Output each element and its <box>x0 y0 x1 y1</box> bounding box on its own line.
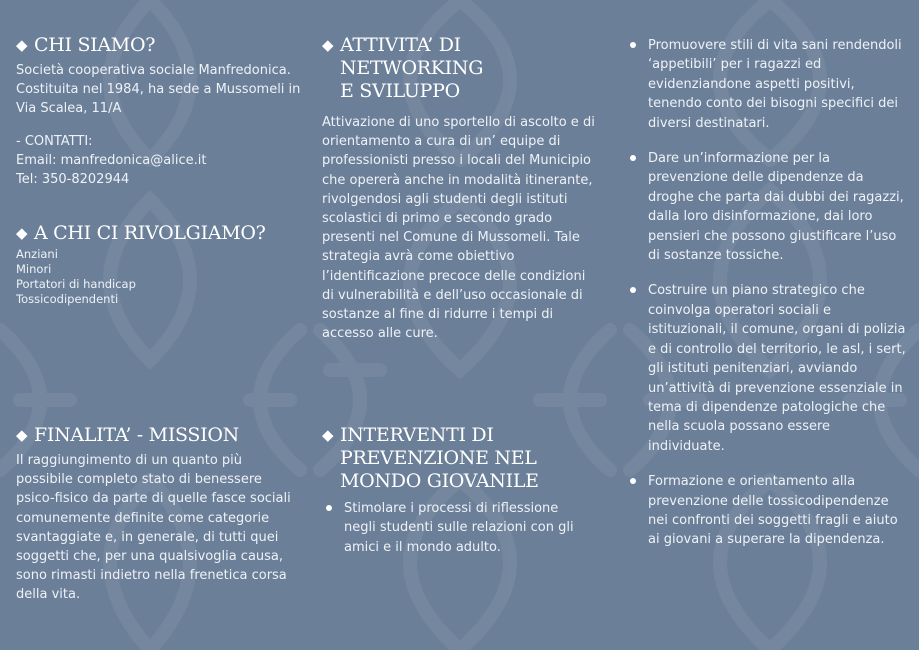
networking-text: Attivazione di uno sportello di ascolto e di orientamento a cura di un’ equipe di professionisti presso i locali del Municipio che opererà anche in modalità itinerante, rivolgendosi agli studenti degli istituti scolastici di primo e secondo grado presenti nel Comune di Mussomeli. Tale strategia avrà come obiettivo l’identificazione precoce delle condizioni di vulnerabilità e dell’uso occasionale di sostanze al fine di ridurre i tempi di accesso alle cure. <box>322 115 595 342</box>
diamond-icon: ◆ <box>16 224 28 243</box>
target-item: Portatori di handicap <box>16 277 136 292</box>
finalita-section <box>16 424 298 605</box>
list-item: Formazione e orientamento alla prevenzione delle tossicodipendenze nei confronti dei soggetti fragli e aiuto ai giovani a superare la dipendenza. <box>626 472 906 550</box>
contact-phone: Tel: 350-8202944 <box>16 172 130 188</box>
target-item: Anziani <box>16 247 58 262</box>
chi-siamo-heading: ◆ CHI SIAMO? <box>16 34 156 56</box>
diamond-icon: ◆ <box>16 36 28 54</box>
right-list <box>626 36 906 550</box>
column-right <box>626 36 906 566</box>
a-chi-section <box>16 222 306 307</box>
column-left <box>16 34 306 307</box>
list-item: Dare un’informazione per la prevenzione delle dipendenze da droghe che parta dai dubbi dei ragazzi, dalla loro disinformazione, dai loro pensieri che possono giustificare l’uso di sostanze tossiche. <box>626 149 906 265</box>
interventi-heading: ◆ INTERVENTI DI PREVENZIONE NEL MONDO GIOVANILE <box>322 424 539 492</box>
diamond-icon: ◆ <box>16 426 28 444</box>
networking-heading: ◆ ATTIVITA’ DI NETWORKING E SVILUPPO <box>322 34 484 102</box>
diamond-icon: ◆ <box>322 426 334 444</box>
interventi-list <box>322 499 592 557</box>
finalita-heading: ◆ FINALITA’ - MISSION <box>16 424 239 446</box>
interventi-section <box>322 424 592 573</box>
contacts-label: - CONTATTI: <box>16 133 93 149</box>
finalita-text: Il raggiungimento di un quanto più possibile completo stato di benessere psico-fisico da parte di quelle fasce sociali comunemente definite come categorie svantaggiate e, in generale, di tutti quei soggetti che, per una qualsivoglia causa, sono rimasti indietro nella frenetica corsa della vita. <box>16 453 291 603</box>
target-list <box>16 247 306 307</box>
list-item: Stimolare i processi di riflessione negli studenti sulle relazioni con gli amici e il mondo adulto. <box>322 499 592 557</box>
chi-siamo-section <box>16 34 306 189</box>
diamond-icon: ◆ <box>322 36 334 54</box>
a-chi-heading: ◆ A CHI CI RIVOLGIAMO? <box>16 222 266 245</box>
list-item: Promuovere stili di vita sani rendendoli ‘appetibili’ per i ragazzi ed evidenziandone aspetti positivi, tenendo conto dei bisogni specifici dei diversi destinatari. <box>626 36 906 133</box>
chi-siamo-text: Società cooperativa sociale Manfredonica. Costituita nel 1984, ha sede a Mussomeli in Via Scalea, 11/A <box>16 63 301 117</box>
target-item: Minori <box>16 262 52 277</box>
networking-section <box>322 34 600 343</box>
list-item: Costruire un piano strategico che coinvolga operatori sociali e istituzionali, il comune, organi di polizia e di controllo del territorio, le asl, i sert, gli istituti penitenziari, avviando un’attività di prevenzione essenziale in tema di dipendenze patologiche che nella scuola possano essere individuate. <box>626 281 906 456</box>
contact-email: Email: manfredonica@alice.it <box>16 152 207 168</box>
target-item: Tossicodipendenti <box>16 292 119 307</box>
